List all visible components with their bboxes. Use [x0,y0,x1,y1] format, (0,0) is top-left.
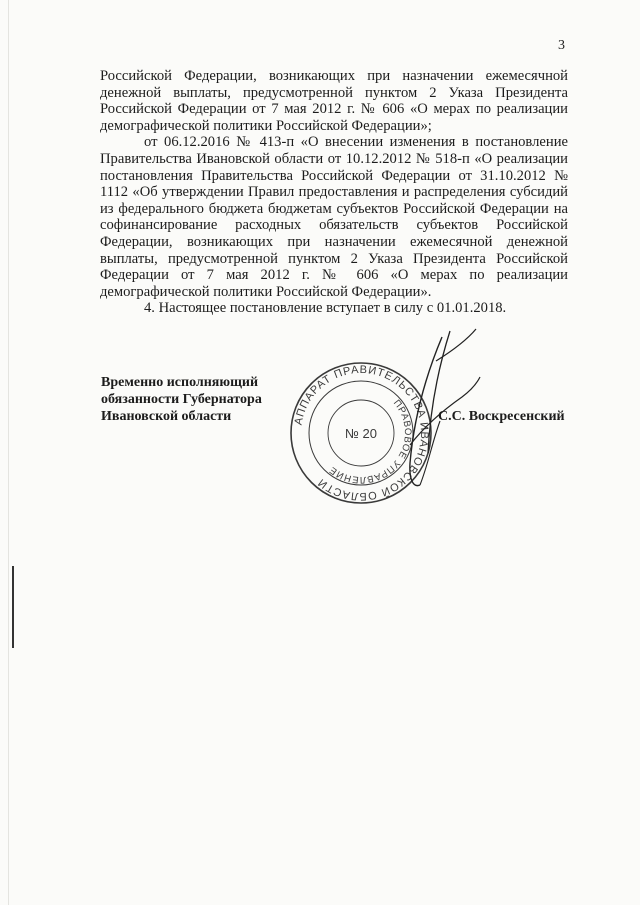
paragraph-effective-date: 4. Настоящее постановление вступает в силу с 01.01.2018. [144,300,507,317]
page-number: 3 [558,38,565,53]
paragraph-decree-413: от 06.12.2016 № 413-п «О внесении изменения в постановление Правительства Ивановской области от 10.12.2012 № 518-п «О реализации постановления Правительства Российской Федерации от 31.10.2012 № 1112 «Об утверждении Правил предоставления и распределения субсидий из федерального бюджета бюджетам субъектов Российской Федерации на софинансирование расходных обязательств субъектов Российской Федерации, возникающих при назначении ежемесячной денежной выплаты, предусмотренной пунктом 2 Указа Президента Российской Федерации от 7 мая 2012 г. № 606 «О мерах по реализации демографической политики Российской Федерации». [100,134,568,300]
seal-center-text: № 20 [344,426,378,441]
signer-title-line: Временно исполняющий [101,375,259,390]
scan-edge-line [8,0,9,905]
margin-mark [12,566,14,648]
signer-title-line: обязанности Губернатора [101,392,262,408]
signer-title-line: Ивановской области [101,409,232,425]
seal-inner-text: ПРАВОВОЕ УПРАВЛЕНИЕ [327,397,414,486]
paragraph-continuation: Российской Федерации, возникающих при назначении ежемесячной денежной выплаты, предусмотренной пунктом 2 Указа Президента Российской Федерации от 7 мая 2012 г. № 606 «О мерах по реализации демографической политики Российской Федерации»; [100,68,568,134]
signer-title [101,374,301,426]
document-body [100,68,568,317]
seal-outer-text: АППАРАТ ПРАВИТЕЛЬСТВА ИВАНОВСКОЙ ОБЛАСТИ [292,363,431,503]
signer-name: С.С. Воскресенский [438,409,565,424]
